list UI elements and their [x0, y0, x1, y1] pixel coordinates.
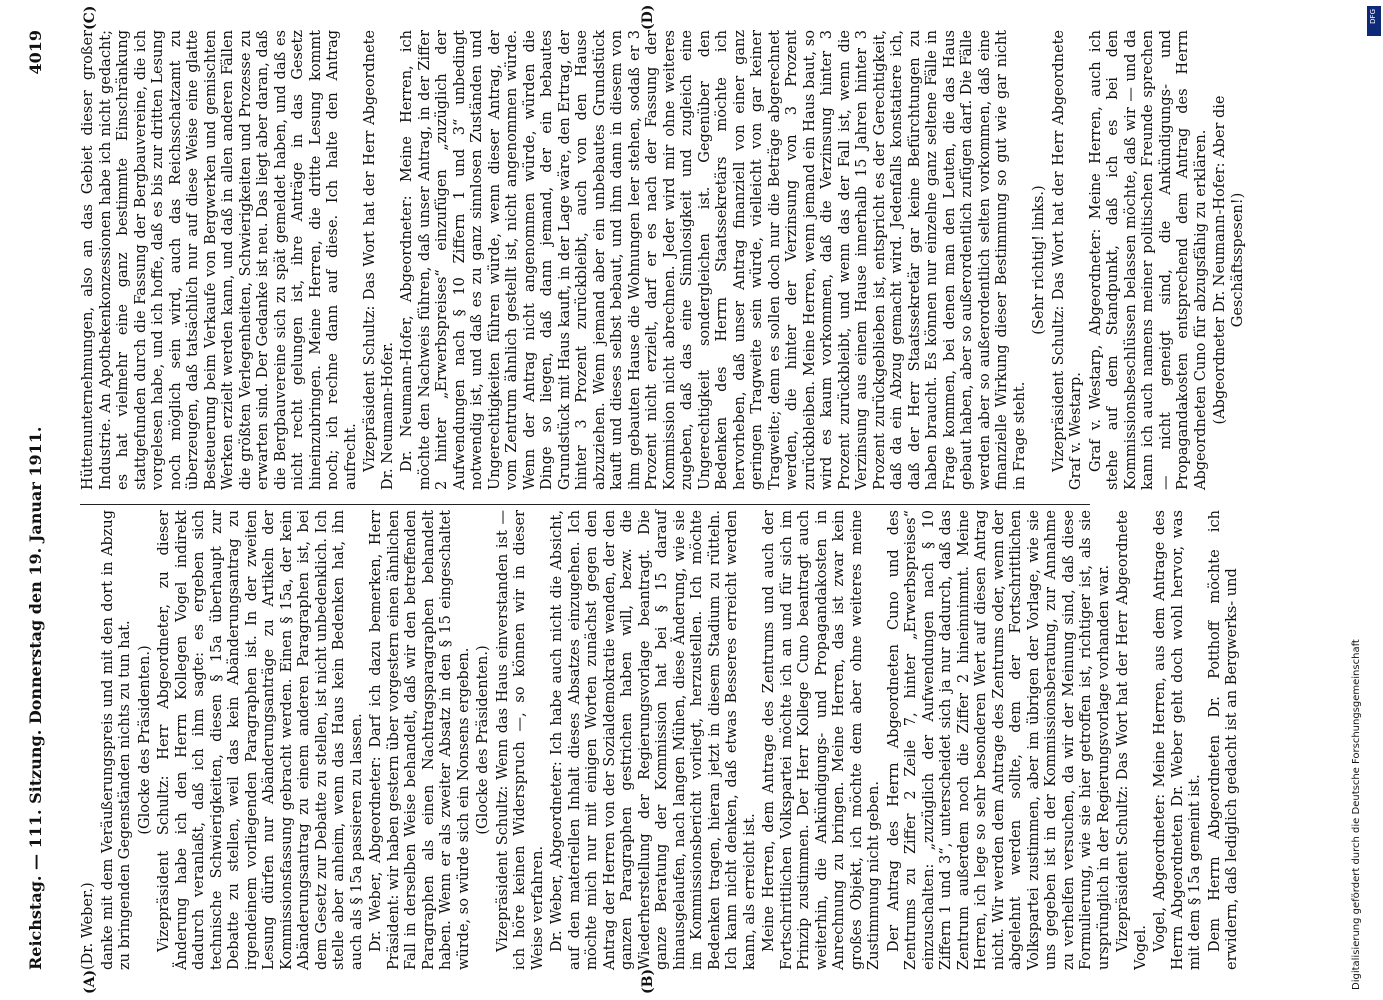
page-number: 4019 — [26, 30, 45, 75]
digitization-note-text: Digitalisierung gefördert durch die Deutsche Forschungsgemeinschaft — [1351, 639, 1362, 990]
paragraph: Der Antrag des Herrn Abgeordneten Cuno und des Zentrums zu Ziffer 2 Zeile 7, hinter „Erwerbspreises“ einzuschalten: „zuzüglich der Aufwendungen nach § 10 Ziffern 1 und 3“, unterscheidet sich ja nur dadurch, daß das Zentrum außerdem noch die Ziffer 2 hineinnimmt. Meine Herren, ich lege so sehr besonderen Wert auf diesen Antrag nicht. Wir werden dem Antrage des Zentrums oder, wenn der abgelehnt werden sollte, dem der Fortschrittlichen Volkspartei zustimmen, aber im übrigen der Vorlage, wie sie uns gegeben ist in der Kommissionsberatung, zur Annahme zu verhelfen versuchen, da wir der Meinung sind, daß diese Formulierung, wie sie hier getroffen ist, richtiger ist, als sie ursprünglich in der Regierungsvorlage vorhanden war. — [885, 510, 1112, 970]
paragraph: Dem Herrn Abgeordneten Dr. Potthoff möchte ich erwidern, daß lediglich gedacht ist an Bergwerks- und — [1206, 510, 1240, 970]
paragraph: Vogel, Abgeordneter: Meine Herren, aus dem Antrage des Herrn Abgeordneten Dr. Weber geht doch wohl hervor, was mit dem § 15a gemeint ist. — [1152, 510, 1203, 970]
page-header-title: Reichstag. — 111. Sitzung. Donnerstag den 19. Januar 1911. — [26, 426, 45, 970]
right-column — [80, 30, 1246, 490]
dfg-logo-text: DFG — [1369, 9, 1377, 24]
paragraph: Vizepräsident Schultz: Wenn das Haus einverstanden ist — ich höre keinen Widerspruch —, so können wir in dieser Weise verfahren. — [494, 510, 546, 970]
margin-marker-c: (C) — [82, 5, 98, 30]
paragraph: Hüttenunternehmungen, also an das Gebiet dieser großer Industrie. An Apothekenkonzessionen habe ich nicht gedacht; es hat vielmehr eine ganz bestimmte Einschränkung stattgefunden durch die Fassung der Bergbauvereine, die ich vorgelesen habe, und ich hoffe, daß es bis zur dritten Lesung noch möglich sein wird, auch das Reichsschatzamt zu überzeugen, daß tatsächlich nur auf diese Weise eine glatte Besteuerung beim Verkaufe von Bergwerken und gemischten Werken erzielt werden kann, und daß in allen anderen Fällen die größten Verlegenheiten, Schwierigkeiten und Prozesse zu erwarten sind. Der Gedanke ist neu. Das liegt aber daran, daß die Bergbauvereine sich zu spät gemeldet haben, und daß es nicht recht gelungen ist, ihre Anträge in das Gesetz hineinzubringen. Meine Herren, die dritte Lesung kommt noch; ich rechne dann auf diese. Ich halte den Antrag aufrecht. — [80, 30, 359, 490]
page-header — [20, 30, 54, 970]
digitization-note — [1347, 10, 1377, 990]
margin-marker-d: (D) — [640, 4, 656, 30]
paragraph: Dr. Weber, Abgeordneter: Ich habe auch nicht die Absicht, auf den materiellen Inhalt dieses Absatzes einzugehen. Ich möchte mich nur mit einigen Worten zunächst gegen den Antrag der Herren von der Sozialdemokratie wenden, der den ganzen Paragraphen gestrichen haben will, bezw. die Wiederherstellung der Regierungsvorlage beantragt. Die ganze Beratung der Kommission hat bei § 15 darauf hinausgelaufen, nach langen Mühen, diese Änderung, wie sie im Kommissionsbericht vorliegt, herzustellen. Ich möchte Bedenken tragen, hieran jetzt in diesem Stadium zu rütteln. Ich kann nicht denken, daß etwas Besseres erreicht werden kann, als erreicht ist. — [549, 510, 758, 970]
paragraph: Meine Herren, dem Antrage des Zentrums und auch der Fortschrittlichen Volkspartei möchte ich an und für sich im Prinzip zustimmen. Der Herr Kollege Cuno beantragt auch weiterhin, die Ankündigungs- und Propagandakosten in Anrechnung zu bringen. Meine Herren, das ist zwar kein großes Objekt, ich möchte dem aber ohne weiteres meine Zustimmung nicht geben. — [761, 510, 882, 970]
paragraph: Dr. Weber, Abgeordneter: Darf ich dazu bemerken, Herr Präsident: wir haben gestern über vorgestern einen ähnlichen Fall in derselben Weise behandelt, daß wir den betreffenden Paragraphen als einen Nachtragsparagraphen behandelt haben. Wenn er als zweiter Absatz in den § 15 eingeschaltet würde, so würde sich ein Nonsens ergeben. — [368, 510, 472, 970]
paragraph: (Sehr richtig! links.) — [1031, 185, 1047, 335]
paragraph: danke mit dem Veräußerungspreis und mit den dort in Abzug zu bringenden Gegenständen nichts zu tun hat. — [99, 510, 133, 970]
margin-marker-a: (A) — [82, 969, 98, 994]
paragraph: Graf v. Westarp, Abgeordneter: Meine Herren, auch ich stehe auf dem Standpunkt, daß ich es bei den Kommissionsbeschlüssen belassen möchte, daß wir — und da kann ich auch namens meiner politischen Freunde sprechen — nicht geneigt sind, die Ankündigungs- und Propagandakosten entsprechend dem Antrag des Herrn Abgeordneten Cuno für abzugsfähig zu erklären. — [1087, 30, 1209, 490]
paragraph: Vizepräsident Schultz: Das Wort hat der Herr Abgeordnete Vogel. — [1115, 510, 1149, 970]
paragraph: (Glocke des Präsidenten.) — [136, 645, 153, 835]
margin-marker-b: (B) — [640, 968, 656, 994]
paragraph: Vizepräsident Schultz: Das Wort hat der Herr Abgeordnete Graf v. Westarp. — [1050, 30, 1084, 490]
column-divider — [80, 504, 1090, 505]
paragraph: Vizepräsident Schultz: Das Wort hat der Herr Abgeordnete Dr. Neumann-Hofer. — [362, 30, 396, 490]
left-column — [80, 510, 1240, 970]
paragraph: (Abgeordneter Dr. Neumann-Hofer: Aber die Geschäftsspesen!) — [1212, 95, 1246, 425]
paragraph: Vizepräsident Schultz: Herr Abgeordneter, zu dieser Änderung habe ich den Herrn Kollegen Vogel indirekt dadurch veranlaßt, daß ich ihm sagte: es ergeben sich technische Schwierigkeiten, diesen § 15a überhaupt zur Debatte zu stellen, weil das kein Abänderungsantrag zu irgendeinem vorliegenden Paragraphen ist. In der zweiten Lesung dürfen nur Abänderungsanträge zu Artikeln der Kommissionsfassung gebracht werden. Einen § 15a, der kein Abänderungsantrag zu einem anderen Paragraphen ist, bei dem Gesetz zur Debatte zu stellen, ist nicht unbedenklich. Ich stelle aber anheim, wenn das Haus kein Bedenken hat, ihn auch als § 15a passieren zu lassen. — [156, 510, 365, 970]
dfg-logo — [1367, 6, 1381, 36]
paragraph: (Dr. Weber.) — [80, 882, 96, 970]
paragraph: Dr. Neumann-Hofer, Abgeordneter: Meine Herren, ich möchte den Nachweis führen, daß unser Antrag, in der Ziffer 2 hinter „Erwerbspreises“ einzufügen „zuzüglich der Aufwendungen nach § 10 Ziffern 1 und 3“ unbedingt notwendig ist, und daß es zu ganz sinnlosen Zuständen und Ungerechtigkeiten führen würde, wenn dieser Antrag, der vom Zentrum ähnlich gestellt ist, nicht angenommen würde. Wenn der Antrag nicht angenommen würde, würden die Dinge so liegen, daß dann jemand, der ein bebautes Grundstück mit Haus kauft, in der Lage wäre, den Ertrag, der hinter 3 Prozent zurückbleibt, auch von den Hause abzuziehen. Wenn jemand aber ein unbebautes Grundstück kauft und dieses selbst bebaut, und ihm dann in diesem von ihm gebauten Hause die Wohnungen leer stehen, sodaß er 3 Prozent nicht erzielt, darf er es nach der Fassung der Kommission nicht abrechnen. Jeder wird mir ohne weiteres zugeben, daß das eine Sinnlosigkeit und zugleich eine Ungerechtigkeit sondergleichen ist. Gegenüber den Bedenken des Herrn Staatssekretärs möchte ich hervorheben, daß unser Antrag finanziell von einer ganz geringen Tragweite sein würde, vielleicht von gar keiner Tragweite; denn es sollen doch nur die Beträge abgerechnet werden, die hinter der Verzinsung von 3 Prozent zurückbleiben. Meine Herren, wenn jemand ein Haus baut, so wird es kaum vorkommen, daß die Verzinsung hinter 3 Prozent zurückbleibt, und wenn das der Fall ist, wenn die Verzinsung aus einem Hause innerhalb 15 Jahren hinter 3 Prozent zurückgeblieben ist, entspricht es der Gerechtigkeit, daß da ein Abzug gemacht wird. Jedenfalls konstatiere ich, daß der Herr Staatssekretär gar keine Befürchtungen zu haben braucht. Es können nur einzelne ganz seltene Fälle in Frage kommen, bei denen man den Leuten, die das Haus gebaut haben, aber so außerordentlich zufügen darf. Die Fälle werden aber so außerordentlich selten vorkommen, daß eine finanzielle Wirkung dieser Bestimmung so gut wie gar nicht in Frage steht. — [399, 30, 1028, 490]
paragraph: (Glocke des Präsidenten.) — [475, 645, 491, 835]
